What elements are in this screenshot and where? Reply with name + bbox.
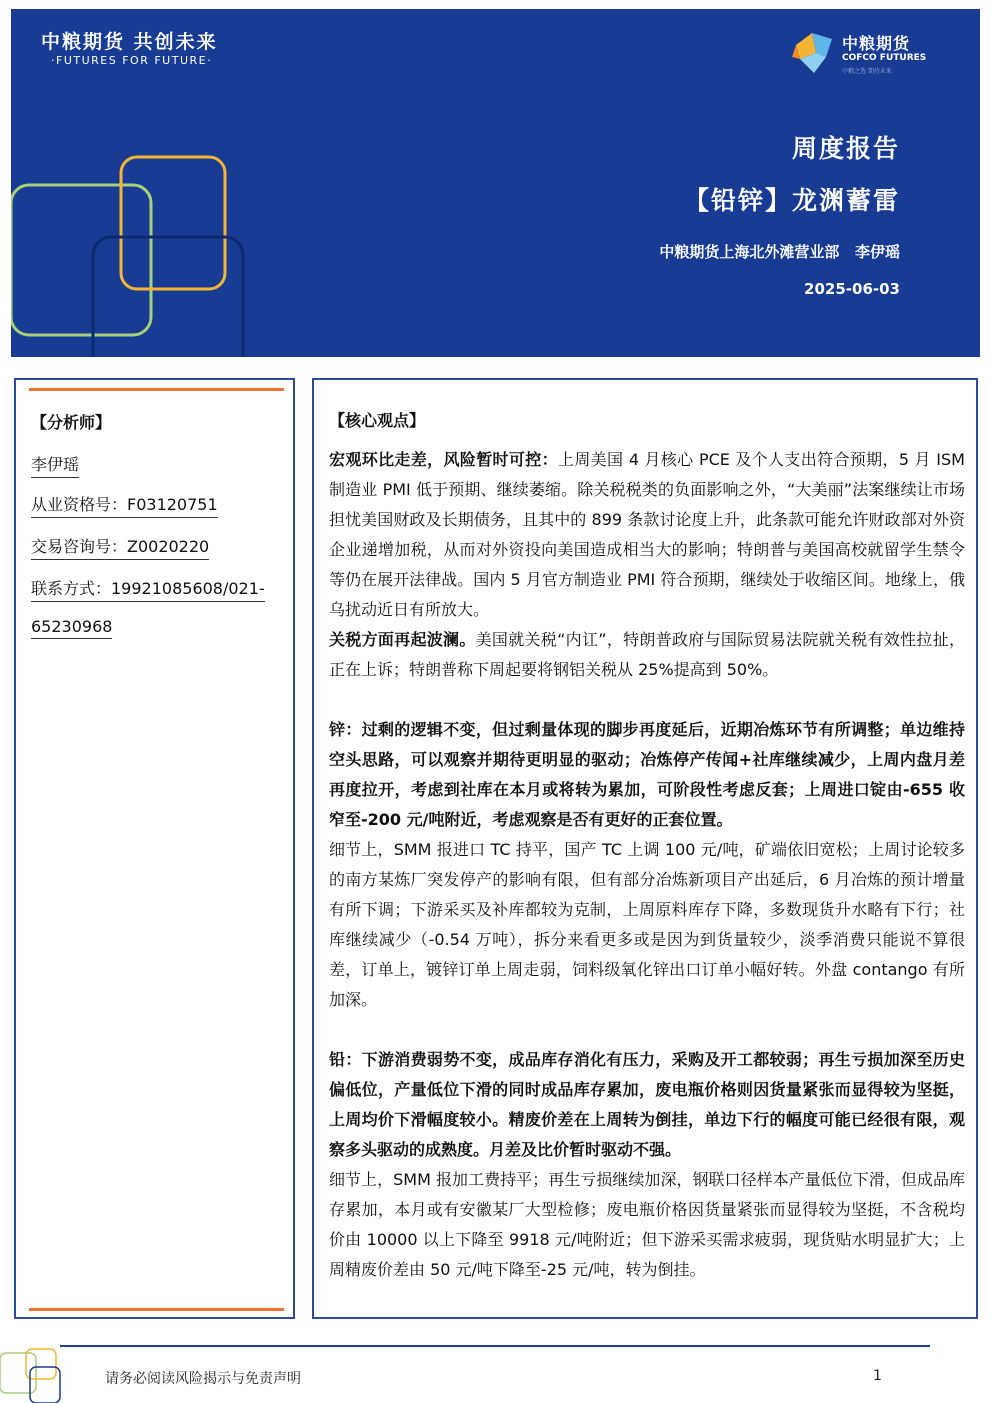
report-title: 【铅锌】龙渊蓄雷 — [683, 186, 900, 215]
logo-english: COFCO FUTURES — [842, 53, 927, 63]
logo-name: 中粮期货 — [842, 34, 911, 53]
tariff-text: 美国就关税“内讧”，特朗普政府与国际贸易法院就关税有效性拉扯，正在上诉；特朗普称下周起要将钢铝关税从 25%提高到 50%。 — [329, 630, 965, 679]
company-logo — [792, 25, 942, 81]
analyst-consult-number: 交易咨询号：Z0020220 — [31, 534, 209, 560]
report-date: 2025-06-03 — [804, 280, 900, 298]
analyst-panel — [14, 378, 295, 1319]
analyst-contact-cont: 65230968 — [31, 617, 112, 639]
macro-text: 上周美国 4 月核心 PCE 及个人支出符合预期，5 月 ISM 制造业 PMI 低于预期、继续萎缩。除关税税类的负面影响之外，“大美丽”法案继续让市场担忧美国财政及长期债务，且其中的 899 条款讨论度上升，此条款可能允许财政部对外资企业递增加税，从而对外资投向美国造成相当大的影响；特朗普与美国高校就留学生禁令等仍在展开法律战。国内 5 月官方制造业 PMI 符合预期，继续处于收缩区间。地缘上，俄乌扰动近日有所放大。 — [329, 450, 965, 619]
analyst-qualification: 从业资格号：F03120751 — [31, 492, 218, 518]
zinc-summary: 锌：过剩的逻辑不变，但过剩量体现的脚步再度延后，近期冶炼环节有所调整；单边维持空头思路，可以观察并期待更明显的驱动；冶炼停产传闻+社库继续减少，上周内盘月差再度拉开，考虑到社库在本月或将转为累加，可阶段性考虑反套；上周进口锭由-655 收窄至-200 元/吨附近，考虑观察是否有更好的正套位置。 — [329, 720, 965, 829]
disclaimer-note: 请务必阅读风险揭示与免责声明 — [105, 1371, 301, 1387]
slogan: 中粮期货 共创未来 — [41, 31, 218, 53]
header-banner — [11, 9, 980, 357]
analyst-title: 【分析师】 — [31, 413, 112, 432]
spacer — [329, 685, 965, 715]
report-type: 周度报告 — [791, 134, 900, 163]
tariff-paragraph — [329, 625, 965, 685]
department-author: 中粮期货上海北外滩营业部 李伊瑶 — [659, 243, 900, 261]
footer-divider — [60, 1345, 930, 1347]
lead-summary: 铅：下游消费弱势不变，成品库存消化有压力，采购及开工都较弱；再生亏损加深至历史偏低位，产量低位下滑的同时成品库存累加，废电瓶价格则因货量紧张而显得较为坚挺，上周均价下滑幅度较小。精废价差在上周转为倒挂，单边下行的幅度可能已经很有限，观察多头驱动的成熟度。月差及比价暂时驱动不强。 — [329, 1050, 965, 1159]
lead-details: 细节上，SMM 报加工费持平；再生亏损继续加深，钢联口径样本产量低位下滑，但成品库存累加，本月或有安徽某厂大型检修；废电瓶价格因货量紧张而显得较为坚挺，不含税均价由 10000 以上下降至 9918 元/吨附近；但下游采买需求疲弱，现货贴水明显扩大；上周精废价差由 50 元/吨下降至-25 元/吨，转为倒挂。 — [329, 1170, 965, 1279]
logo-mark-icon — [792, 27, 838, 77]
macro-paragraph — [329, 445, 965, 625]
footer-decorative-frames — [0, 1345, 70, 1403]
page-number: 1 — [873, 1368, 882, 1384]
zinc-details: 细节上，SMM 报进口 TC 持平，国产 TC 上调 100 元/吨，矿端依旧宽松；上周讨论较多的南方某炼厂突发停产的影响有限，但有部分冶炼新项目产出延后，6 月冶炼的预计增量有所下调；下游采买及补库都较为克制，上周原料库存下降，多数现货升水略有下行；社库继续减少（-0.54 万吨），拆分来看更多或是因为到货量较少，淡季消费只能说不算很差，订单上，镀锌订单上周走弱，饲料级氧化锌出口订单小幅好转。外盘 contango 有所加深。 — [329, 840, 965, 1009]
core-views-content — [329, 445, 965, 1285]
logo-subtitle: 中粮之选 期待未来 — [842, 68, 892, 75]
orange-divider-top — [29, 388, 284, 391]
analyst-name: 李伊瑶 — [31, 452, 79, 478]
analyst-contact: 联系方式：19921085608/021- — [31, 576, 265, 602]
spacer — [329, 1015, 965, 1045]
decorative-frames — [11, 149, 271, 357]
core-views-title: 【核心观点】 — [329, 411, 426, 430]
core-views-panel — [312, 378, 978, 1319]
macro-heading: 宏观环比走差，风险暂时可控： — [329, 450, 558, 469]
tariff-heading: 关税方面再起波澜。 — [329, 630, 476, 649]
slogan-en: ·FUTURES FOR FUTURE· — [51, 54, 213, 67]
orange-divider-bottom — [29, 1308, 284, 1311]
